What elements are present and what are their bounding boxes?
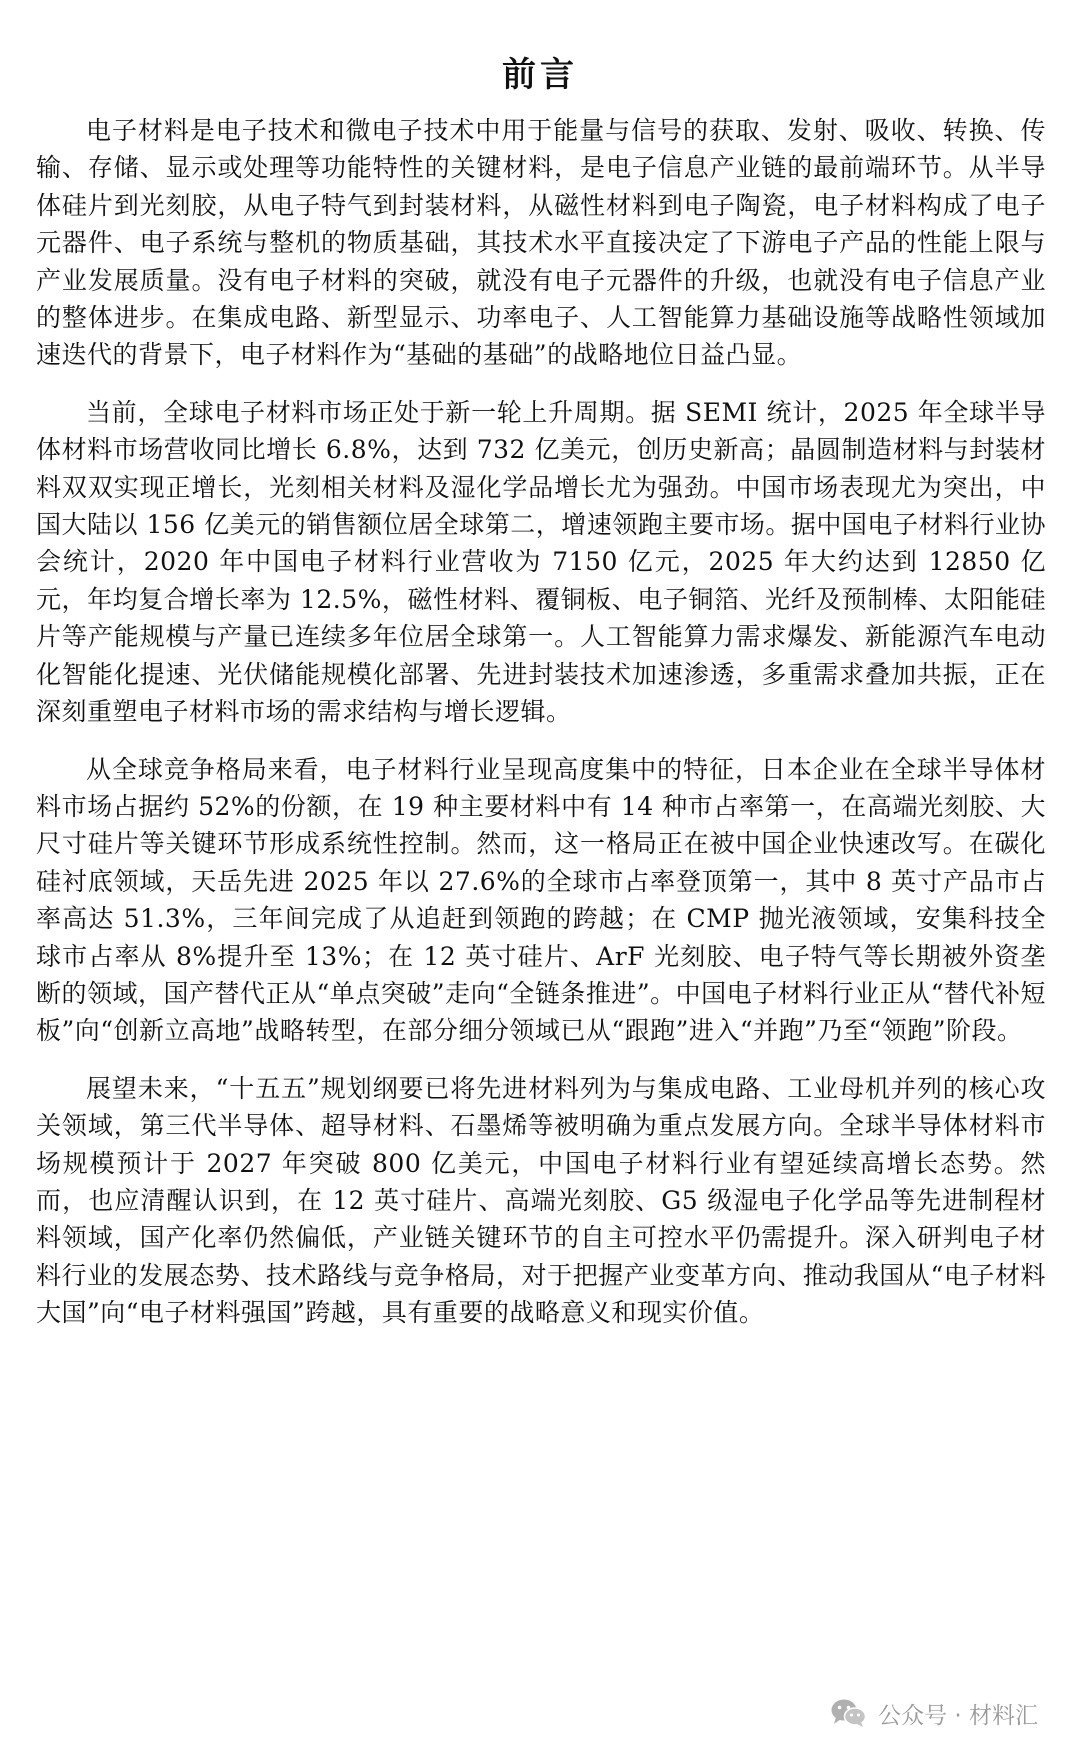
paragraph-4: 展望未来，“十五五”规划纲要已将先进材料列为与集成电路、工业母机并列的核心攻关领域，第三代半导体、超导材料、石墨烯等被明确为重点发展方向。全球半导体材料市场规模预计于 2027 年突破 800 亿美元，中国电子材料行业有望延续高增长态势。然而，也应清醒认识到，在 12 英寸硅片、高端光刻胶、G5 级湿电子化学品等先进制程材料领域，国产化率仍然偏低，产业链关键环节的自主可控水平仍需提升。深入研判电子材料行业的发展态势、技术路线与竞争格局，对于把握产业变革方向、推动我国从“电子材料大国”向“电子材料强国”跨越，具有重要的战略意义和现实价值。 [36, 1073, 1046, 1328]
paragraph-3: 从全球竞争格局来看，电子材料行业呈现高度集中的特征，日本企业在全球半导体材料市场占据约 52%的份额，在 19 种主要材料中有 14 种市占率第一，在高端光刻胶、大尺寸硅片等关键环节形成系统性控制。然而，这一格局正在被中国企业快速改写。在碳化硅衬底领域，天岳先进 2025 年以 27.6%的全球市占率登顶第一，其中 8 英寸产品市占率高达 51.3%，三年间完成了从追赶到领跑的跨越；在 CMP 抛光液领域，安集科技全球市占率从 8%提升至 13%；在 12 英寸硅片、ArF 光刻胶、电子特气等长期被外资垄断的领域，国产替代正从“单点突破”走向“全链条推进”。中国电子材料行业正从“替代补短板”向“创新立高地”战略转型，在部分细分领域已从“跟跑”进入“并跑”乃至“领跑”阶段。 [36, 754, 1046, 1046]
document-body [36, 112, 1046, 1352]
page-title: 前言 [502, 54, 578, 95]
watermark-label: 公众号 · 材料汇 [878, 1702, 1038, 1729]
wechat-icon [830, 1697, 868, 1729]
watermark [830, 1693, 1038, 1733]
paragraph-1: 电子材料是电子技术和微电子技术中用于能量与信号的获取、发射、吸收、转换、传输、存储、显示或处理等功能特性的关键材料，是电子信息产业链的最前端环节。从半导体硅片到光刻胶，从电子特气到封装材料，从磁性材料到电子陶瓷，电子材料构成了电子元器件、电子系统与整机的物质基础，其技术水平直接决定了下游电子产品的性能上限与产业发展质量。没有电子材料的突破，就没有电子元器件的升级，也就没有电子信息产业的整体进步。在集成电路、新型显示、功率电子、人工智能算力基础设施等战略性领域加速迭代的背景下，电子材料作为“基础的基础”的战略地位日益凸显。 [36, 116, 1046, 370]
paragraph-2: 当前，全球电子材料市场正处于新一轮上升周期。据 SEMI 统计，2025 年全球半导体材料市场营收同比增长 6.8%，达到 732 亿美元，创历史新高；晶圆制造材料与封装材料双双实现正增长，光刻相关材料及湿化学品增长尤为强劲。中国市场表现尤为突出，中国大陆以 156 亿美元的销售额位居全球第二，增速领跑主要市场。据中国电子材料行业协会统计，2020 年中国电子材料行业营收为 7150 亿元，2025 年大约达到 12850 亿元，年均复合增长率为 12.5%，磁性材料、覆铜板、电子铜箔、光纤及预制棒、太阳能硅片等产能规模与产量已连续多年位居全球第一。人工智能算力需求爆发、新能源汽车电动化智能化提速、光伏储能规模化部署、先进封装技术加速渗透，多重需求叠加共振，正在深刻重塑电子材料市场的需求结构与增长逻辑。 [36, 397, 1046, 727]
